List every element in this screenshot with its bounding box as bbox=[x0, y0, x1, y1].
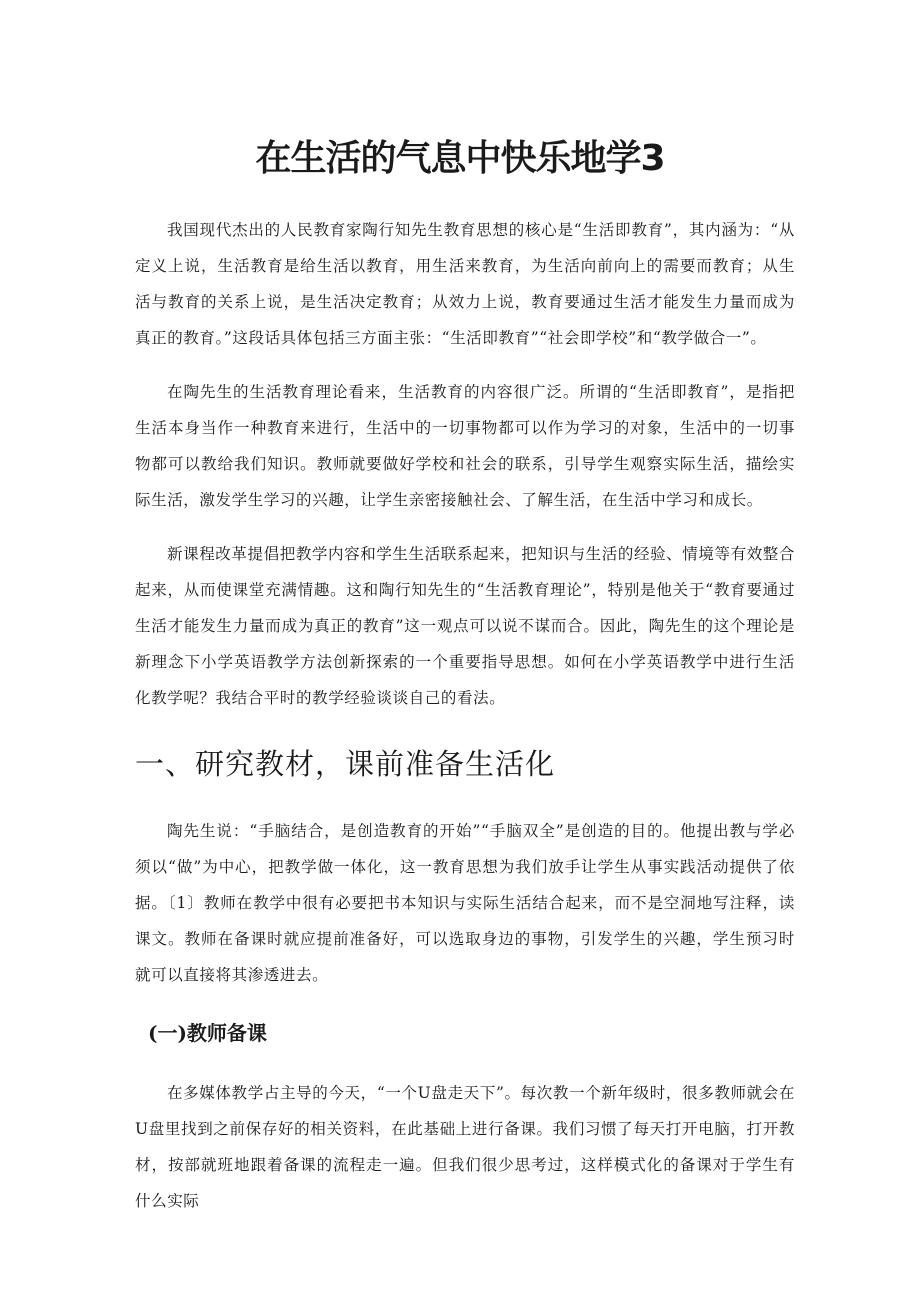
subsection-paragraph: 在多媒体教学占主导的今天，“一个U盘走天下”。每次教一个新年级时，很多教师就会在U盘里找到之前保存好的相关资料，在此基础上进行备课。我们习惯了每天打开电脑，打开教材，按部就班地跟着备课的流程走一遍。但我们很少思考过，这样模式化的备课对于学生有什么实际 bbox=[135, 1084, 795, 1210]
paragraph-1: 我国现代杰出的人民教育家陶行知先生教育思想的核心是“生活即教育”，其内涵为：“从定义上说，生活教育是给生活以教育，用生活来教育，为生活向前向上的需要而教育；从生活与教育的关系上说，是生活决定教育；从效力上说，教育要通过生活才能发生力量而成为真正的教育。”这段话具体包括三方面主张：“生活即教育”“社会即学校”和“教学做合一”。 bbox=[135, 221, 795, 347]
subsection-heading: (一)教师备课 bbox=[148, 1021, 267, 1045]
document-title: 在生活的气息中快乐地学3 bbox=[255, 138, 665, 179]
section-paragraph: 陶先生说：“手脑结合，是创造教育的开始”“手脑双全”是创造的目的。他提出教与学必须以“做”为中心，把教学做一体化，这一教育思想为我们放手让学生从事实践活动提供了依据。〔1〕教师在教学中很有必要把书本知识与实际生活结合起来，而不是空洞地写注释，读课文。教师在备课时就应提前准备好，可以选取身边的事物，引发学生的兴趣，学生预习时就可以直接将其渗透进去。 bbox=[135, 822, 795, 984]
paragraph-3: 新课程改革提倡把教学内容和学生生活联系起来，把知识与生活的经验、情境等有效整合起来，从而使课堂充满情趣。这和陶行知先生的“生活教育理论”，特别是他关于“教育要通过生活才能发生力量而成为真正的教育”这一观点可以说不谋而合。因此，陶先生的这个理论是新理念下小学英语教学方法创新探索的一个重要指导思想。如何在小学英语教学中进行生活化教学呢？我结合平时的教学经验谈谈自己的看法。 bbox=[135, 545, 795, 707]
paragraph-2: 在陶先生的生活教育理论看来，生活教育的内容很广泛。所谓的“生活即教育”，是指把生活本身当作一种教育来进行，生活中的一切事物都可以作为学习的对象，生活中的一切事物都可以教给我们知识。教师就要做好学校和社会的联系，引导学生观察实际生活，描绘实际生活，激发学生学习的兴趣，让学生亲密接触社会、了解生活，在生活中学习和成长。 bbox=[135, 383, 795, 509]
section-heading: 一、研究教材，课前准备生活化 bbox=[135, 747, 556, 781]
